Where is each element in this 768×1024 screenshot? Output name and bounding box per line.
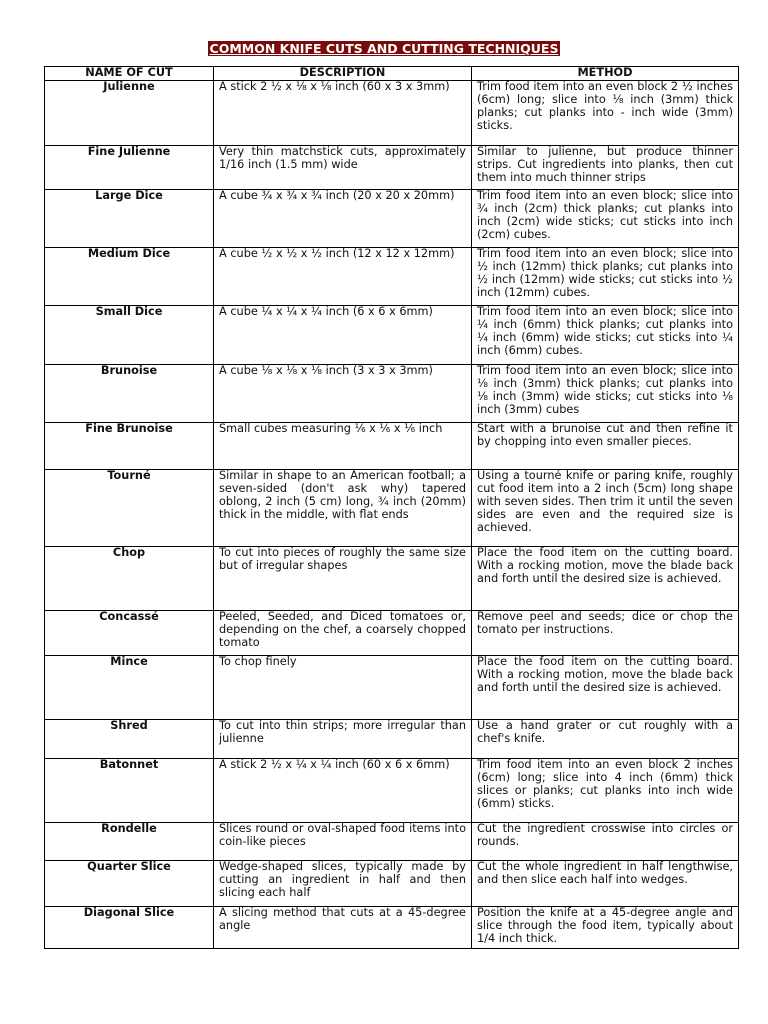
cut-name: Diagonal Slice bbox=[45, 907, 214, 949]
cut-name: Medium Dice bbox=[45, 248, 214, 306]
cut-method: Cut the whole ingredient in half lengthwise, and then slice each half into wedges. bbox=[472, 861, 739, 907]
cut-description: To chop finely bbox=[214, 656, 472, 720]
cut-method: Start with a brunoise cut and then refine it by chopping into even smaller pieces. bbox=[472, 423, 739, 470]
table-row bbox=[45, 190, 739, 248]
title-wrapper bbox=[0, 38, 768, 57]
cut-description: Peeled, Seeded, and Diced tomatoes or, depending on the chef, a coarsely chopped tomato bbox=[214, 611, 472, 656]
column-header-name: NAME OF CUT bbox=[45, 67, 214, 81]
table-row bbox=[45, 907, 739, 949]
cut-method: Cut the ingredient crosswise into circles or rounds. bbox=[472, 823, 739, 861]
cut-method: Trim food item into an even block; slice into ⅛ inch (3mm) thick planks; cut planks into ⅛ inch (3mm) wide sticks; cut sticks into ⅛ inch (3mm) cubes bbox=[472, 365, 739, 423]
cut-method: Place the food item on the cutting board. With a rocking motion, move the blade back and forth until the desired size is achieved. bbox=[472, 547, 739, 611]
column-header-method: METHOD bbox=[472, 67, 739, 81]
cut-name: Fine Brunoise bbox=[45, 423, 214, 470]
cut-name: Rondelle bbox=[45, 823, 214, 861]
cut-name: Tourné bbox=[45, 470, 214, 547]
cut-description: A cube ¾ x ¾ x ¾ inch (20 x 20 x 20mm) bbox=[214, 190, 472, 248]
cut-method: Similar to julienne, but produce thinner strips. Cut ingredients into planks, then cut them into much thinner strips bbox=[472, 146, 739, 190]
column-header-description: DESCRIPTION bbox=[214, 67, 472, 81]
cut-name: Small Dice bbox=[45, 306, 214, 365]
cut-name: Mince bbox=[45, 656, 214, 720]
table-row bbox=[45, 470, 739, 547]
cut-name: Julienne bbox=[45, 81, 214, 146]
table-row bbox=[45, 81, 739, 146]
cut-name: Batonnet bbox=[45, 759, 214, 823]
table-row bbox=[45, 656, 739, 720]
cut-method: Trim food item into an even block; slice into ½ inch (12mm) thick planks; cut planks into ½ inch (12mm) wide sticks; cut sticks into ½ inch (12mm) cubes. bbox=[472, 248, 739, 306]
cut-method: Trim food item into an even block; slice into ¼ inch (6mm) thick planks; cut planks into ¼ inch (6mm) wide sticks; cut sticks into ¼ inch (6mm) cubes. bbox=[472, 306, 739, 365]
cut-description: Similar in shape to an American football; a seven-sided (don't ask why) tapered oblong, 2 inch (5 cm) long, ¾ inch (20mm) thick in the middle, with flat ends bbox=[214, 470, 472, 547]
cut-name: Concassé bbox=[45, 611, 214, 656]
cut-description: Very thin matchstick cuts, approximately 1/16 inch (1.5 mm) wide bbox=[214, 146, 472, 190]
cut-description: A cube ¼ x ¼ x ¼ inch (6 x 6 x 6mm) bbox=[214, 306, 472, 365]
table-row bbox=[45, 720, 739, 759]
cut-method: Trim food item into an even block 2 ½ inches (6cm) long; slice into ⅛ inch (3mm) thick planks; cut planks into - inch wide (3mm) sticks. bbox=[472, 81, 739, 146]
cut-description: Wedge-shaped slices, typically made by cutting an ingredient in half and then slicing each half bbox=[214, 861, 472, 907]
cut-description: Slices round or oval-shaped food items into coin-like pieces bbox=[214, 823, 472, 861]
table-row bbox=[45, 248, 739, 306]
cut-description: To cut into pieces of roughly the same size but of irregular shapes bbox=[214, 547, 472, 611]
cut-method: Position the knife at a 45-degree angle and slice through the food item, typically about 1/4 inch thick. bbox=[472, 907, 739, 949]
table-row bbox=[45, 823, 739, 861]
cut-name: Chop bbox=[45, 547, 214, 611]
cut-description: Small cubes measuring ⅙ x ⅙ x ⅙ inch bbox=[214, 423, 472, 470]
cut-method: Trim food item into an even block; slice into ¾ inch (2cm) thick planks; cut planks into inch (2cm) wide sticks; cut sticks into inch (2cm) cubes. bbox=[472, 190, 739, 248]
cut-description: A stick 2 ½ x ¼ x ¼ inch (60 x 6 x 6mm) bbox=[214, 759, 472, 823]
document-title: COMMON KNIFE CUTS AND CUTTING TECHNIQUES bbox=[209, 41, 559, 56]
table-row bbox=[45, 306, 739, 365]
table-row bbox=[45, 611, 739, 656]
cut-description: A stick 2 ½ x ⅛ x ⅛ inch (60 x 3 x 3mm) bbox=[214, 81, 472, 146]
cut-name: Large Dice bbox=[45, 190, 214, 248]
table-row bbox=[45, 423, 739, 470]
cut-description: A cube ½ x ½ x ½ inch (12 x 12 x 12mm) bbox=[214, 248, 472, 306]
cut-name: Quarter Slice bbox=[45, 861, 214, 907]
table-header-row bbox=[45, 67, 739, 81]
cut-name: Fine Julienne bbox=[45, 146, 214, 190]
table-row bbox=[45, 861, 739, 907]
cut-method: Remove peel and seeds; dice or chop the tomato per instructions. bbox=[472, 611, 739, 656]
cut-method: Place the food item on the cutting board. With a rocking motion, move the blade back and forth until the desired size is achieved. bbox=[472, 656, 739, 720]
cut-description: To cut into thin strips; more irregular than julienne bbox=[214, 720, 472, 759]
cut-description: A cube ⅛ x ⅛ x ⅛ inch (3 x 3 x 3mm) bbox=[214, 365, 472, 423]
table-row bbox=[45, 547, 739, 611]
knife-cuts-table bbox=[44, 66, 739, 949]
cut-description: A slicing method that cuts at a 45-degree angle bbox=[214, 907, 472, 949]
cut-method: Using a tourné knife or paring knife, roughly cut food item into a 2 inch (5cm) long shape with seven sides. Then trim it until the seven sides are even and the required size is achieved. bbox=[472, 470, 739, 547]
cut-method: Use a hand grater or cut roughly with a chef's knife. bbox=[472, 720, 739, 759]
cut-name: Brunoise bbox=[45, 365, 214, 423]
cut-method: Trim food item into an even block 2 inches (6cm) long; slice into 4 inch (6mm) thick slices or planks; cut planks into inch wide (6mm) sticks. bbox=[472, 759, 739, 823]
table-row bbox=[45, 365, 739, 423]
table-row bbox=[45, 146, 739, 190]
cut-name: Shred bbox=[45, 720, 214, 759]
table-row bbox=[45, 759, 739, 823]
